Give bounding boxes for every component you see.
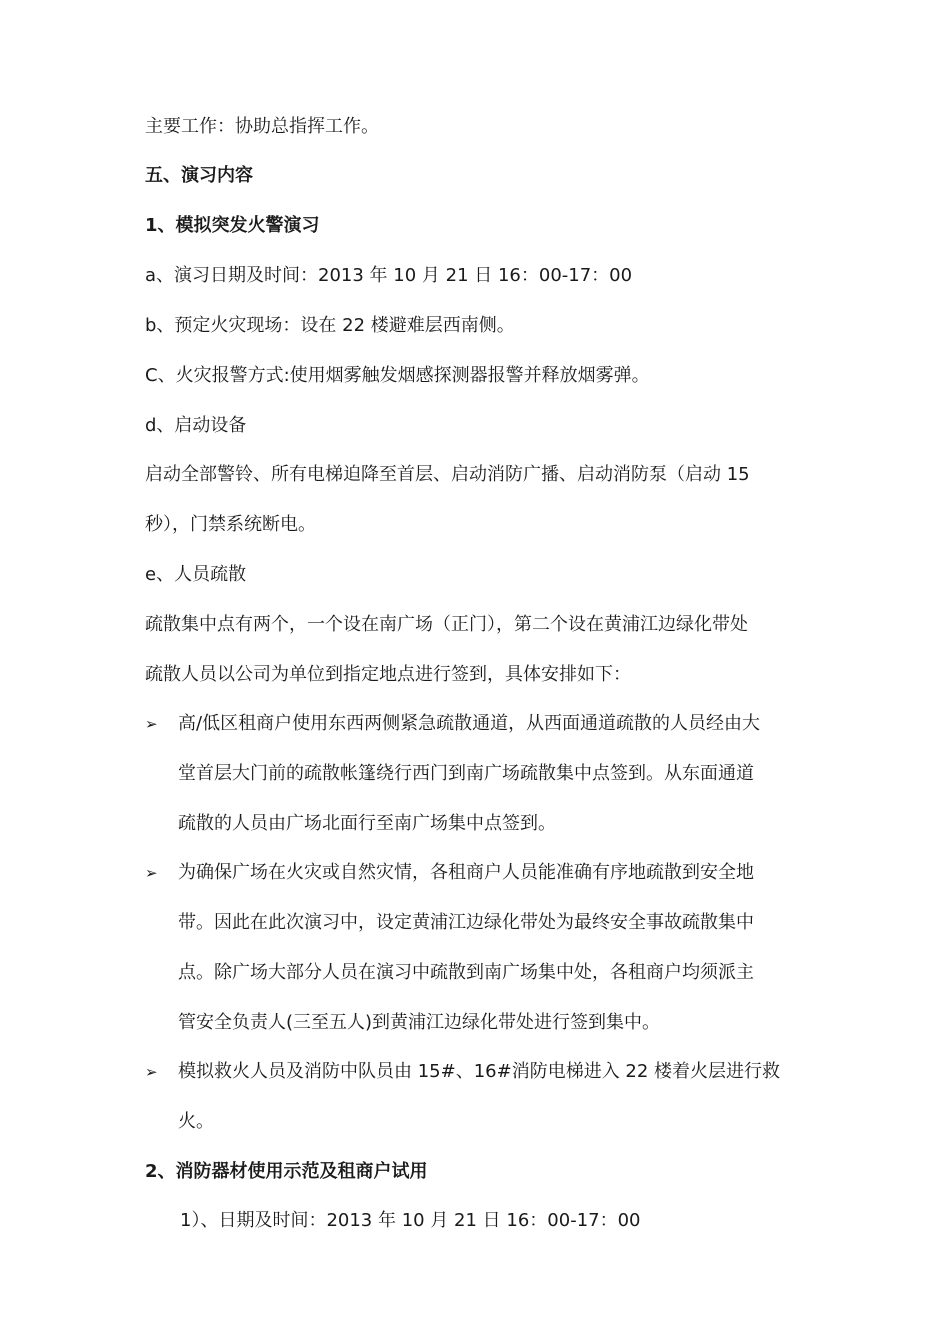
bullet-3-line-2: 火。	[178, 1111, 214, 1132]
item-c-text: C、火灾报警方式:使用烟雾触发烟感探测器报警并释放烟雾弹。	[145, 365, 650, 386]
bullet-arrow-icon: ➢	[145, 715, 158, 733]
bullet-arrow-icon: ➢	[145, 864, 158, 882]
item-b-text: b、预定火灾现场：设在 22 楼避难层西南侧。	[145, 315, 515, 336]
bullet-2-line-1: 为确保广场在火灾或自然灾情，各租商户人员能准确有序地疏散到安全地	[178, 862, 754, 883]
bullet-1-line-1: 高/低区租商户使用东西两侧紧急疏散通道，从西面通道疏散的人员经由大	[178, 713, 761, 734]
item-e-body-line-1: 疏散集中点有两个，一个设在南广场（正门），第二个设在黄浦江边绿化带处	[145, 614, 748, 635]
subsection-1-heading: 1、模拟突发火警演习	[145, 215, 320, 236]
bullet-2-line-4: 管安全负责人(三至五人)到黄浦江边绿化带处进行签到集中。	[178, 1012, 661, 1033]
bullet-3-line-1: 模拟救火人员及消防中队员由 15#、16#消防电梯进入 22 楼着火层进行救	[178, 1061, 781, 1082]
subsection-2-heading: 2、消防器材使用示范及租商户试用	[145, 1161, 428, 1182]
item-d-body-line-2: 秒），门禁系统断电。	[145, 514, 316, 535]
bullet-2-line-3: 点。除广场大部分人员在演习中疏散到南广场集中处，各租商户均须派主	[178, 962, 754, 983]
bullet-arrow-icon: ➢	[145, 1063, 158, 1081]
section-5-heading: 五、演习内容	[145, 165, 253, 186]
subsection-2-item-1: 1）、日期及时间：2013 年 10 月 21 日 16：00-17：00	[180, 1210, 641, 1231]
item-e-text: e、人员疏散	[145, 564, 247, 585]
bullet-1-line-2: 堂首层大门前的疏散帐篷绕行西门到南广场疏散集中点签到。从东面通道	[178, 763, 754, 784]
item-d-body-line-1: 启动全部警铃、所有电梯迫降至首层、启动消防广播、启动消防泵（启动 15	[145, 464, 750, 485]
bullet-2-line-2: 带。因此在此次演习中，设定黄浦江边绿化带处为最终安全事故疏散集中	[178, 912, 754, 933]
bullet-1-line-3: 疏散的人员由广场北面行至南广场集中点签到。	[178, 813, 556, 834]
item-a-text: a、演习日期及时间：2013 年 10 月 21 日 16：00-17：00	[145, 265, 633, 286]
item-d-text: d、启动设备	[145, 415, 247, 436]
main-work-text: 主要工作：协助总指挥工作。	[145, 116, 379, 137]
item-e-body-line-2: 疏散人员以公司为单位到指定地点进行签到，具体安排如下：	[145, 664, 631, 685]
